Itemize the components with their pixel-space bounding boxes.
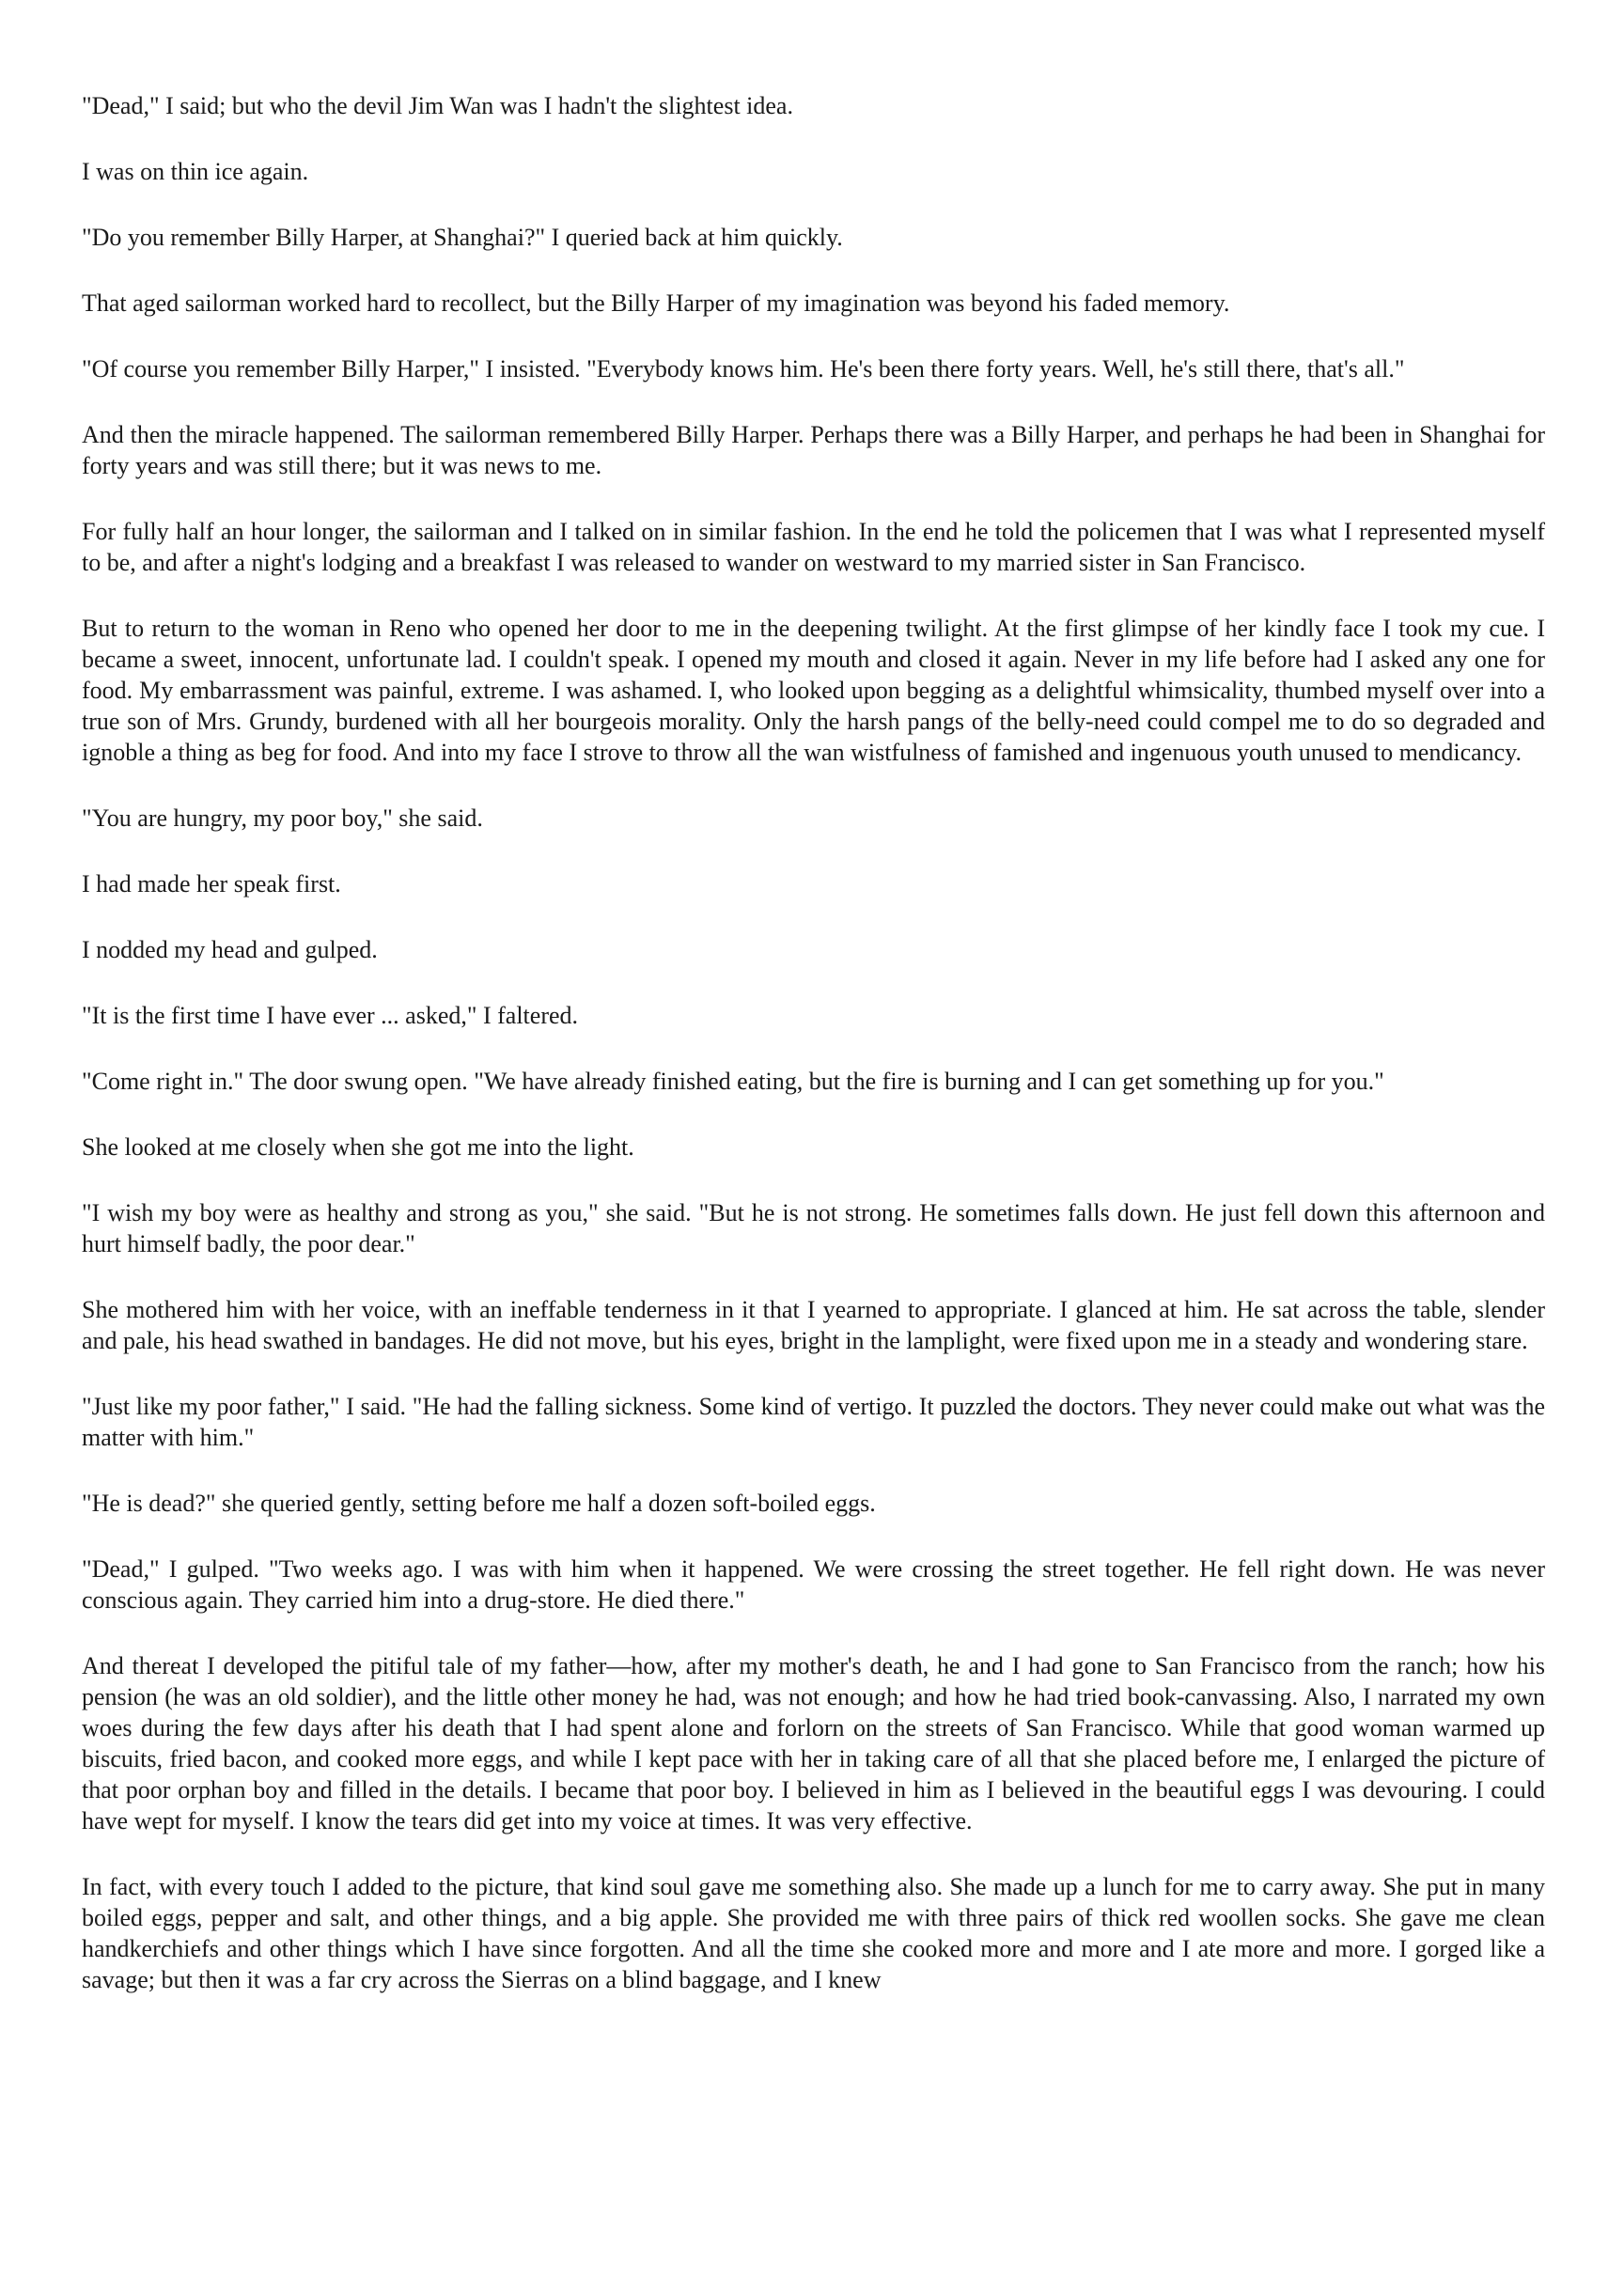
paragraph: "Dead," I said; but who the devil Jim Wan was I hadn't the slightest idea. <box>82 92 793 119</box>
paragraph: "He is dead?" she queried gently, setting before me half a dozen soft-boiled eggs. <box>82 1490 876 1517</box>
paragraph: "Just like my poor father," I said. "He had the falling sickness. Some kind of vertigo. It puzzled the doctors. They never could make out what was the matter with him." <box>82 1393 1545 1451</box>
document-page <box>82 90 1545 2030</box>
paragraph: For fully half an hour longer, the sailorman and I talked on in similar fashion. In the end he told the policemen that I was what I represented myself to be, and after a night's lodging and a breakfast I was released to wander on westward to my married sister in San Francisco. <box>82 518 1545 576</box>
paragraph: "Do you remember Billy Harper, at Shanghai?" I queried back at him quickly. <box>82 224 843 251</box>
paragraph: "It is the first time I have ever ... asked," I faltered. <box>82 1002 579 1029</box>
paragraph: "I wish my boy were as healthy and strong as you," she said. "But he is not strong. He sometimes falls down. He just fell down this afternoon and hurt himself badly, the poor dear." <box>82 1199 1545 1257</box>
paragraph: She looked at me closely when she got me into the light. <box>82 1133 634 1161</box>
paragraph: I had made her speak first. <box>82 870 341 898</box>
paragraph: I was on thin ice again. <box>82 158 309 185</box>
paragraph: And thereat I developed the pitiful tale of my father—how, after my mother's death, he and I had gone to San Francisco from the ranch; how his pension (he was an old soldier), and the little other money he had, was not enough; and how he had tried book-canvassing. Also, I narrated my own woes during the few days after his death that I had spent alone and forlorn on the streets of San Francisco. While that good woman warmed up biscuits, fried bacon, and cooked more eggs, and while I kept pace with her in taking care of all that she placed before me, I enlarged the picture of that poor orphan boy and filled in the details. I became that poor boy. I believed in him as I believed in the beautiful eggs I was devouring. I could have wept for myself. I know the tears did get into my voice at times. It was very effective. <box>82 1652 1545 1834</box>
paragraph: That aged sailorman worked hard to recollect, but the Billy Harper of my imagination was beyond his faded memory. <box>82 289 1230 317</box>
paragraph: "You are hungry, my poor boy," she said. <box>82 804 483 832</box>
paragraph: In fact, with every touch I added to the picture, that kind soul gave me something also. She made up a lunch for me to carry away. She put in many boiled eggs, pepper and salt, and other things, and a big apple. She provided me with three pairs of thick red woollen socks. She gave me clean handkerchiefs and other things which I have since forgotten. And all the time she cooked more and more and I ate more and more. I gorged like a savage; but then it was a far cry across the Sierras on a blind baggage, and I knew <box>82 1873 1545 1993</box>
paragraph: And then the miracle happened. The sailorman remembered Billy Harper. Perhaps there was a Billy Harper, and perhaps he had been in Shanghai for forty years and was still there; but it was news to me. <box>82 421 1545 479</box>
paragraph: "Of course you remember Billy Harper," I insisted. "Everybody knows him. He's been there forty years. Well, he's still there, that's all." <box>82 355 1405 382</box>
paragraph: I nodded my head and gulped. <box>82 936 378 963</box>
paragraph: "Dead," I gulped. "Two weeks ago. I was with him when it happened. We were crossing the street together. He fell right down. He was never conscious again. They carried him into a drug-store. He died there." <box>82 1555 1545 1614</box>
paragraph: "Come right in." The door swung open. "We have already finished eating, but the fire is burning and I can get something up for you." <box>82 1068 1384 1095</box>
paragraph: She mothered him with her voice, with an ineffable tenderness in it that I yearned to appropriate. I glanced at him. He sat across the table, slender and pale, his head swathed in bandages. He did not move, but his eyes, bright in the lamplight, were fixed upon me in a steady and wondering stare. <box>82 1296 1545 1354</box>
paragraph: But to return to the woman in Reno who opened her door to me in the deepening twilight. At the first glimpse of her kindly face I took my cue. I became a sweet, innocent, unfortunate lad. I couldn't speak. I opened my mouth and closed it again. Never in my life before had I asked any one for food. My embarrassment was painful, extreme. I was ashamed. I, who looked upon begging as a delightful whimsicality, thumbed myself over into a true son of Mrs. Grundy, burdened with all her bourgeois morality. Only the harsh pangs of the belly-need could compel me to do so degraded and ignoble a thing as beg for food. And into my face I strove to throw all the wan wistfulness of famished and ingenuous youth unused to mendicancy. <box>82 615 1545 766</box>
